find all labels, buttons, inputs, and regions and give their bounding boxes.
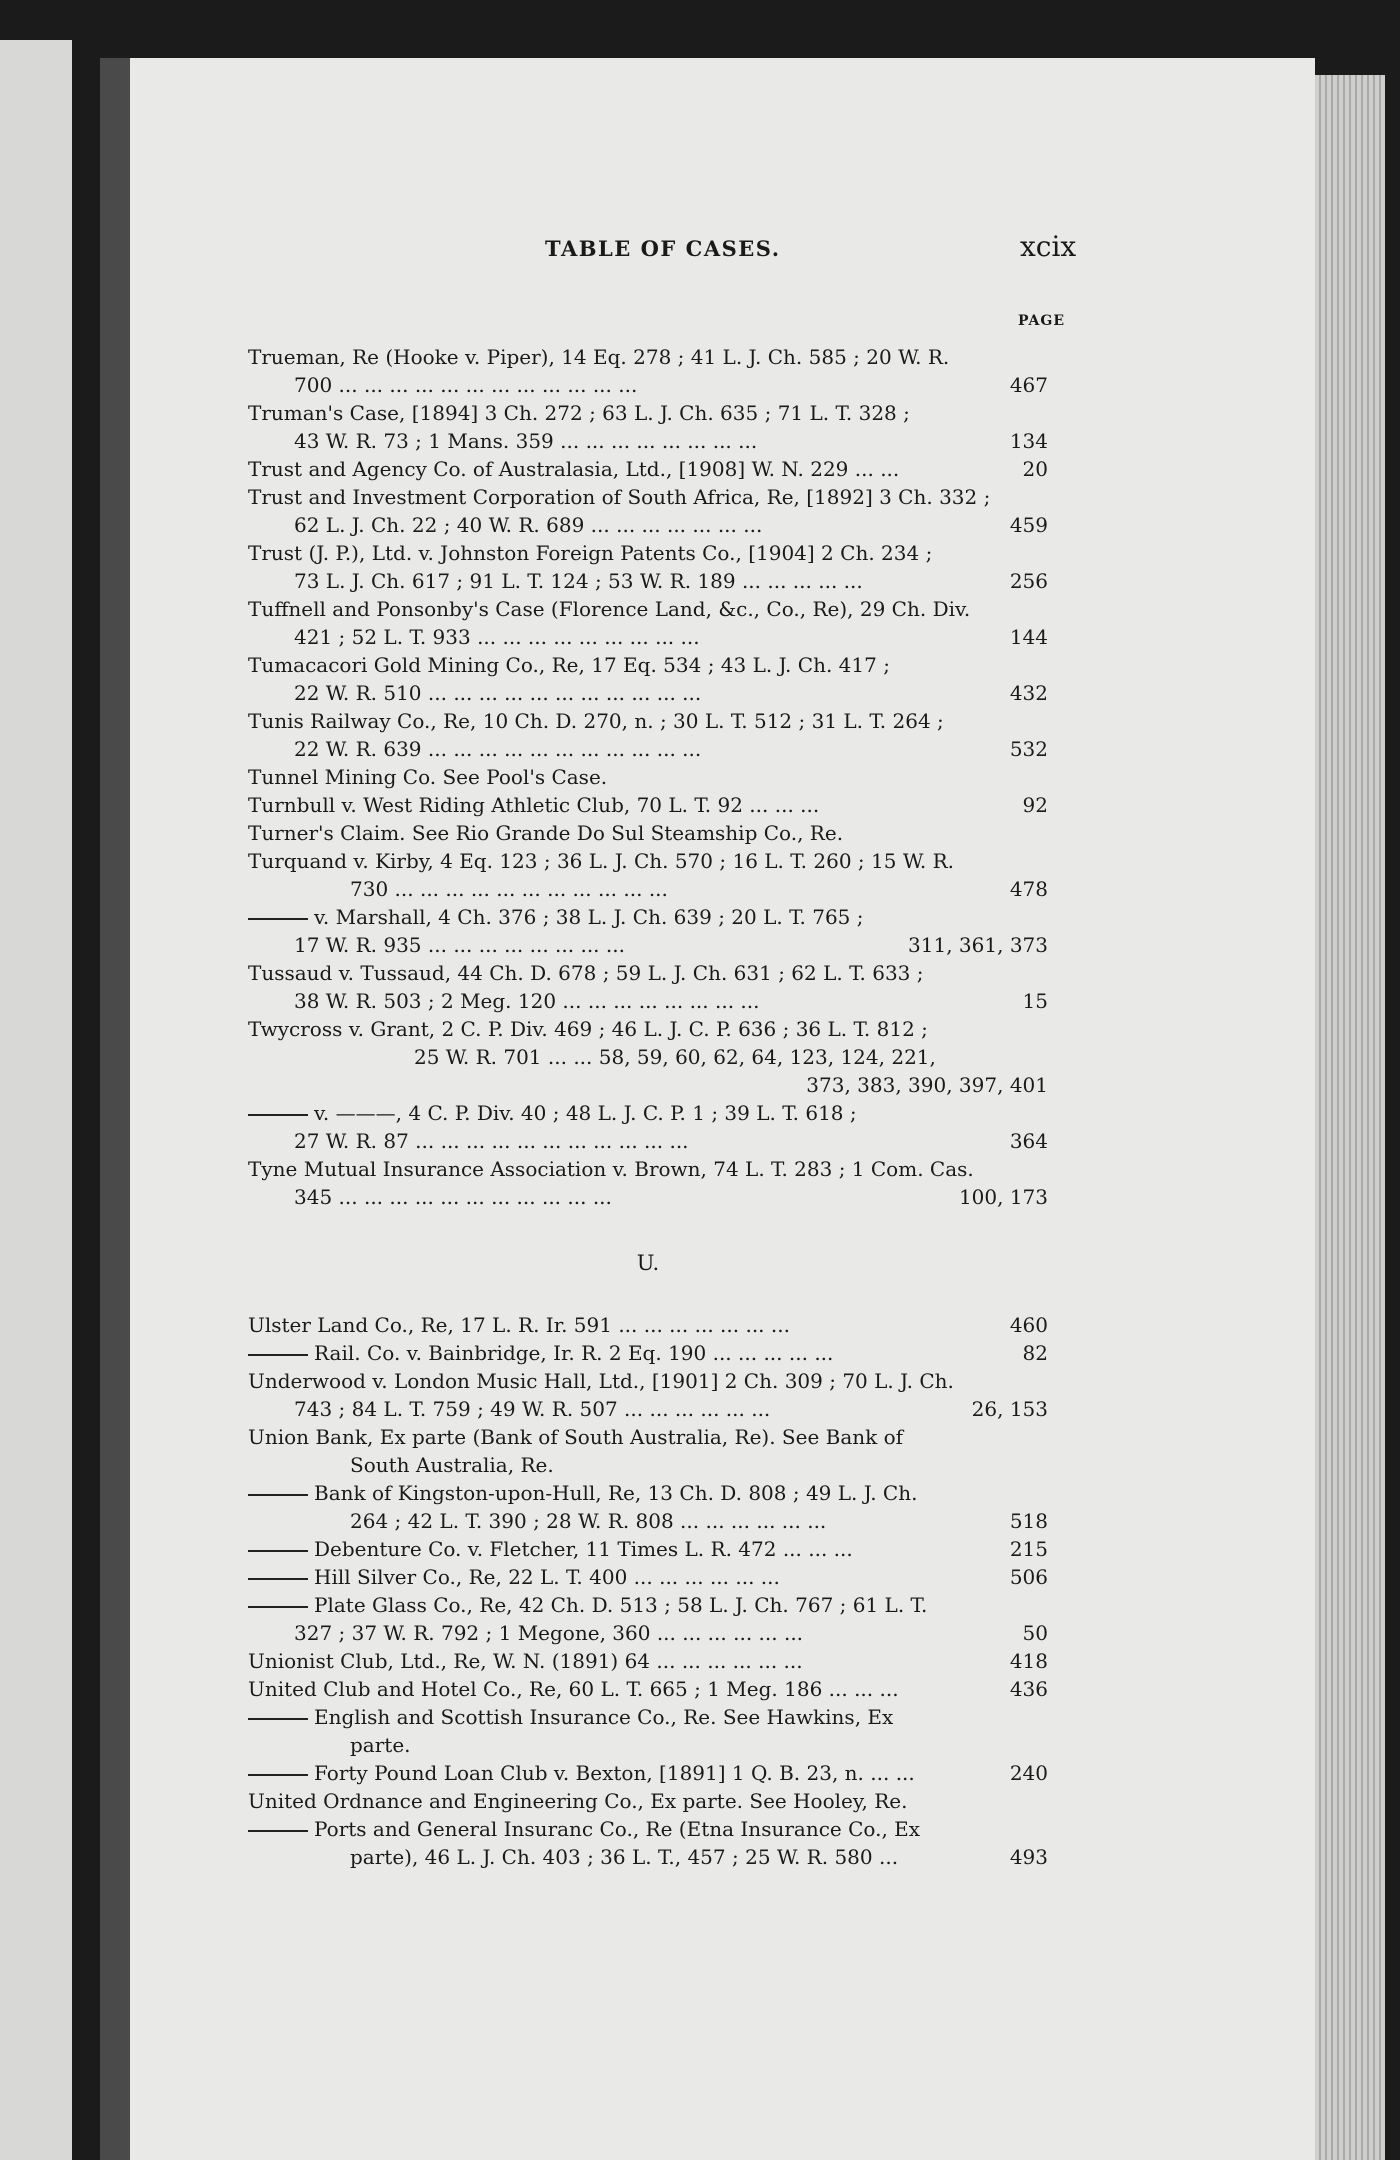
entry-line: Unionist Club, Ltd., Re, W. N. (1891) 64 ... ... ... ... ... ... bbox=[248, 1649, 803, 1673]
case-entry bbox=[248, 595, 1048, 651]
page-ref: 92 bbox=[1022, 793, 1048, 817]
page-ref: 364 bbox=[1009, 1129, 1048, 1153]
case-entry bbox=[248, 1367, 1048, 1423]
entry-line: Tunis Railway Co., Re, 10 Ch. D. 270, n. ; 30 L. T. 512 ; 31 L. T. 264 ; bbox=[248, 709, 944, 733]
case-entry bbox=[248, 1479, 1048, 1535]
ditto-dash bbox=[248, 1550, 308, 1552]
page-ref: 134 bbox=[1009, 429, 1048, 453]
ditto-dash bbox=[248, 1774, 308, 1776]
case-entry bbox=[248, 1311, 1048, 1339]
entry-line: Bank of Kingston-upon-Hull, Re, 13 Ch. D. 808 ; 49 L. J. Ch. bbox=[314, 1481, 918, 1505]
section-letter: U. bbox=[636, 1251, 660, 1275]
case-entry bbox=[248, 1563, 1048, 1591]
entry-line: 25 W. R. 701 ... ... 58, 59, 60, 62, 64, 123, 124, 221, bbox=[414, 1045, 936, 1069]
entry-line: parte), 46 L. J. Ch. 403 ; 36 L. T., 457 ; 25 W. R. 580 ... bbox=[350, 1845, 899, 1869]
page-ref: 506 bbox=[1009, 1565, 1048, 1589]
entry-line: 421 ; 52 L. T. 933 ... ... ... ... ... ... ... ... ... bbox=[294, 625, 700, 649]
case-entry bbox=[248, 343, 1048, 399]
case-entry bbox=[248, 455, 1048, 483]
book-page bbox=[130, 58, 1315, 2160]
entry-line: United Club and Hotel Co., Re, 60 L. T. 665 ; 1 Meg. 186 ... ... ... bbox=[248, 1677, 899, 1701]
entry-line: 327 ; 37 W. R. 792 ; 1 Megone, 360 ... ... ... ... ... ... bbox=[294, 1621, 804, 1645]
entry-line: 38 W. R. 503 ; 2 Meg. 120 ... ... ... ... ... ... ... ... bbox=[294, 989, 760, 1013]
left-page-edge bbox=[0, 40, 72, 2160]
case-entry bbox=[248, 1535, 1048, 1563]
ditto-dash bbox=[248, 1718, 308, 1720]
case-entry bbox=[248, 959, 1048, 1015]
page-ref: 256 bbox=[1009, 569, 1048, 593]
entry-line: 22 W. R. 510 ... ... ... ... ... ... ... ... ... ... ... bbox=[294, 681, 702, 705]
entry-line: Union Bank, Ex parte (Bank of South Australia, Re). See Bank of bbox=[248, 1425, 904, 1449]
page-ref: 26, 153 bbox=[971, 1397, 1048, 1421]
entry-line: English and Scottish Insurance Co., Re. See Hawkins, Ex bbox=[314, 1705, 894, 1729]
entry-line: Rail. Co. v. Bainbridge, Ir. R. 2 Eq. 190 ... ... ... ... ... bbox=[314, 1341, 834, 1365]
entry-line: 43 W. R. 73 ; 1 Mans. 359 ... ... ... ... ... ... ... ... bbox=[294, 429, 758, 453]
case-entry bbox=[248, 763, 1048, 791]
entry-line: Ports and General Insuranc Co., Re (Etna Insurance Co., Ex bbox=[314, 1817, 921, 1841]
page-ref: 532 bbox=[1009, 737, 1048, 761]
entry-line: 373, 383, 390, 397, 401 bbox=[806, 1073, 1048, 1097]
case-entry bbox=[248, 1423, 1048, 1479]
entry-line: 27 W. R. 87 ... ... ... ... ... ... ... ... ... ... ... bbox=[294, 1129, 689, 1153]
entry-line: Debenture Co. v. Fletcher, 11 Times L. R. 472 ... ... ... bbox=[314, 1537, 853, 1561]
entry-line: Tunnel Mining Co. See Pool's Case. bbox=[248, 765, 608, 789]
page-ref: 311, 361, 373 bbox=[908, 933, 1048, 957]
entry-line: Hill Silver Co., Re, 22 L. T. 400 ... ... ... ... ... ... bbox=[314, 1565, 780, 1589]
page-ref: 15 bbox=[1022, 989, 1048, 1013]
page-ref: 436 bbox=[1009, 1677, 1048, 1701]
entry-line: Turquand v. Kirby, 4 Eq. 123 ; 36 L. J. Ch. 570 ; 16 L. T. 260 ; 15 W. R. bbox=[248, 849, 955, 873]
book-gutter bbox=[100, 58, 130, 2160]
page-ref: 100, 173 bbox=[958, 1185, 1048, 1209]
page-ref: 215 bbox=[1009, 1537, 1048, 1561]
ditto-dash bbox=[248, 918, 308, 920]
entry-line: 62 L. J. Ch. 22 ; 40 W. R. 689 ... ... ... ... ... ... ... bbox=[294, 513, 763, 537]
case-table bbox=[248, 343, 1048, 1871]
entry-line: Trueman, Re (Hooke v. Piper), 14 Eq. 278 ; 41 L. J. Ch. 585 ; 20 W. R. bbox=[248, 345, 950, 369]
entry-line: United Ordnance and Engineering Co., Ex parte. See Hooley, Re. bbox=[248, 1789, 908, 1813]
ditto-dash bbox=[248, 1606, 308, 1608]
page-ref: 460 bbox=[1009, 1313, 1048, 1337]
case-entry bbox=[248, 399, 1048, 455]
case-entry bbox=[248, 1815, 1048, 1871]
page-ref: 240 bbox=[1009, 1761, 1048, 1785]
case-entry bbox=[248, 1647, 1048, 1675]
entry-line: v. ———, 4 C. P. Div. 40 ; 48 L. J. C. P. 1 ; 39 L. T. 618 ; bbox=[314, 1101, 857, 1125]
page-ref: 493 bbox=[1009, 1845, 1048, 1869]
ditto-dash bbox=[248, 1578, 308, 1580]
entry-line: Underwood v. London Music Hall, Ltd., [1901] 2 Ch. 309 ; 70 L. J. Ch. bbox=[248, 1369, 954, 1393]
entry-line: Turnbull v. West Riding Athletic Club, 70 L. T. 92 ... ... ... bbox=[248, 793, 820, 817]
entry-line: parte. bbox=[350, 1733, 411, 1757]
folio-number: xcix bbox=[1020, 230, 1077, 263]
entry-line: 73 L. J. Ch. 617 ; 91 L. T. 124 ; 53 W. R. 189 ... ... ... ... ... bbox=[294, 569, 863, 593]
page-ref: 418 bbox=[1009, 1649, 1048, 1673]
ditto-dash bbox=[248, 1830, 308, 1832]
entry-line: Truman's Case, [1894] 3 Ch. 272 ; 63 L. J. Ch. 635 ; 71 L. T. 328 ; bbox=[248, 401, 910, 425]
case-entry bbox=[248, 1675, 1048, 1703]
running-title: TABLE OF CASES. bbox=[545, 236, 781, 261]
ditto-dash bbox=[248, 1354, 308, 1356]
case-entry bbox=[248, 1015, 1048, 1099]
ditto-dash bbox=[248, 1494, 308, 1496]
case-entry bbox=[248, 651, 1048, 707]
entry-line: Trust (J. P.), Ltd. v. Johnston Foreign Patents Co., [1904] 2 Ch. 234 ; bbox=[248, 541, 933, 565]
ditto-dash bbox=[248, 1114, 308, 1116]
entry-line: Forty Pound Loan Club v. Bexton, [1891] 1 Q. B. 23, n. ... ... bbox=[314, 1761, 915, 1785]
case-entry bbox=[248, 903, 1048, 959]
entry-line: 743 ; 84 L. T. 759 ; 49 W. R. 507 ... ... ... ... ... ... bbox=[294, 1397, 771, 1421]
case-entry bbox=[248, 1703, 1048, 1759]
case-entry bbox=[248, 1099, 1048, 1155]
case-entry bbox=[248, 1339, 1048, 1367]
page-ref: 50 bbox=[1022, 1621, 1048, 1645]
page-stack-edge bbox=[1315, 75, 1385, 2160]
entry-line: 264 ; 42 L. T. 390 ; 28 W. R. 808 ... ... ... ... ... ... bbox=[350, 1509, 827, 1533]
entry-line: 22 W. R. 639 ... ... ... ... ... ... ... ... ... ... ... bbox=[294, 737, 702, 761]
page-ref: 144 bbox=[1009, 625, 1048, 649]
case-entry bbox=[248, 1759, 1048, 1787]
entry-line: Ulster Land Co., Re, 17 L. R. Ir. 591 ... ... ... ... ... ... ... bbox=[248, 1313, 790, 1337]
case-entry bbox=[248, 791, 1048, 819]
entry-line: Twycross v. Grant, 2 C. P. Div. 469 ; 46 L. J. C. P. 636 ; 36 L. T. 812 ; bbox=[248, 1017, 928, 1041]
entry-line: Trust and Investment Corporation of South Africa, Re, [1892] 3 Ch. 332 ; bbox=[248, 485, 991, 509]
page-ref: 478 bbox=[1009, 877, 1048, 901]
entry-line: Tyne Mutual Insurance Association v. Brown, 74 L. T. 283 ; 1 Com. Cas. bbox=[248, 1157, 974, 1181]
page-ref: 20 bbox=[1022, 457, 1048, 481]
case-entry bbox=[248, 819, 1048, 847]
page-header bbox=[130, 230, 1315, 276]
entry-line: 730 ... ... ... ... ... ... ... ... ... ... ... bbox=[350, 877, 668, 901]
case-entry bbox=[248, 483, 1048, 539]
case-entry bbox=[248, 539, 1048, 595]
entry-line: v. Marshall, 4 Ch. 376 ; 38 L. J. Ch. 639 ; 20 L. T. 765 ; bbox=[314, 905, 864, 929]
entry-line: Tumacacori Gold Mining Co., Re, 17 Eq. 534 ; 43 L. J. Ch. 417 ; bbox=[248, 653, 890, 677]
entry-line: Turner's Claim. See Rio Grande Do Sul Steamship Co., Re. bbox=[248, 821, 844, 845]
case-entry bbox=[248, 1787, 1048, 1815]
entry-line: 17 W. R. 935 ... ... ... ... ... ... ... ... bbox=[294, 933, 625, 957]
page-ref: 459 bbox=[1009, 513, 1048, 537]
page-column-label: PAGE bbox=[1018, 313, 1065, 329]
entry-line: Plate Glass Co., Re, 42 Ch. D. 513 ; 58 L. J. Ch. 767 ; 61 L. T. bbox=[314, 1593, 928, 1617]
page-ref: 432 bbox=[1009, 681, 1048, 705]
case-entry bbox=[248, 1591, 1048, 1647]
entry-line: Tuffnell and Ponsonby's Case (Florence Land, &c., Co., Re), 29 Ch. Div. bbox=[248, 597, 971, 621]
entry-line: Trust and Agency Co. of Australasia, Ltd., [1908] W. N. 229 ... ... bbox=[248, 457, 900, 481]
case-entry bbox=[248, 847, 1048, 903]
entry-line: Tussaud v. Tussaud, 44 Ch. D. 678 ; 59 L. J. Ch. 631 ; 62 L. T. 633 ; bbox=[248, 961, 924, 985]
page-ref: 467 bbox=[1009, 373, 1048, 397]
entry-line: 345 ... ... ... ... ... ... ... ... ... ... ... bbox=[294, 1185, 612, 1209]
entry-line: 700 ... ... ... ... ... ... ... ... ... ... ... ... bbox=[294, 373, 638, 397]
page-ref: 82 bbox=[1022, 1341, 1048, 1365]
page-ref: 518 bbox=[1009, 1509, 1048, 1533]
case-entry bbox=[248, 707, 1048, 763]
case-entry bbox=[248, 1155, 1048, 1211]
entry-line: South Australia, Re. bbox=[350, 1453, 554, 1477]
